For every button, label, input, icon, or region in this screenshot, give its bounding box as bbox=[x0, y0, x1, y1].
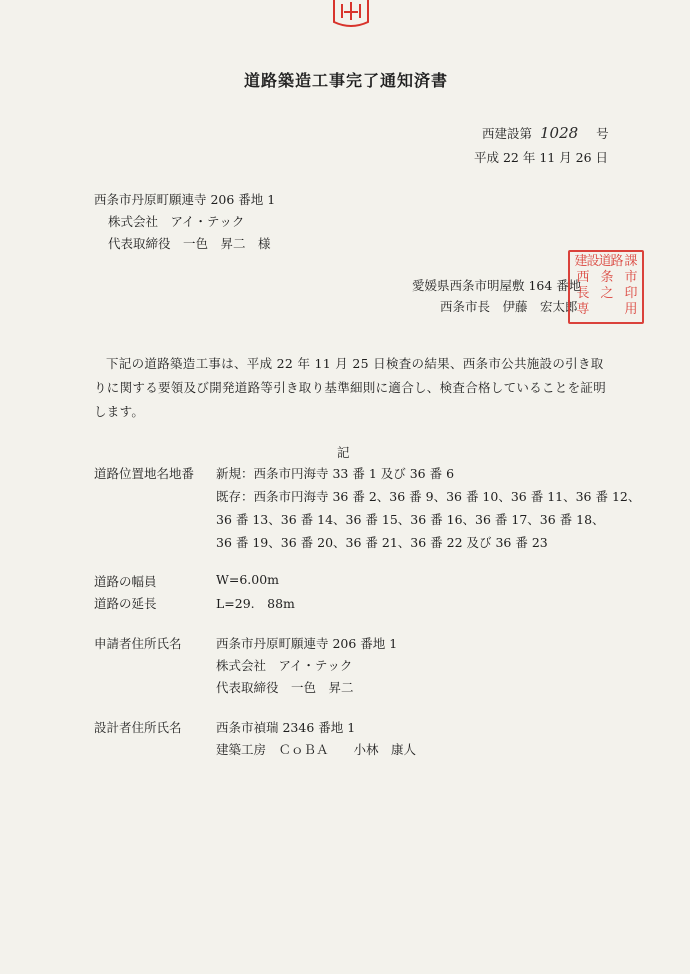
document-number bbox=[482, 124, 609, 142]
sender-address: 愛媛県西条市明屋敷 164 番地 bbox=[412, 278, 582, 293]
seal-char: 路 bbox=[610, 254, 624, 269]
body-paragraph bbox=[94, 352, 609, 424]
doc-number-suffix: 号 bbox=[596, 126, 609, 141]
recipient-address: 西条市丹原町願連寺 206 番地 1 bbox=[94, 192, 276, 207]
location-line: 新規：西条市円海寺 33 番 1 及び 36 番 6 bbox=[216, 466, 455, 481]
seal-char: 西 bbox=[576, 270, 590, 285]
designer-line: 西条市禎瑞 2346 番地 1 bbox=[216, 720, 356, 735]
recipient-person: 代表取締役 一色 昇二 様 bbox=[108, 236, 271, 251]
location-line: 既存：西条市円海寺 36 番 2、36 番 9、36 番 10、36 番 11、36 番 12、 bbox=[216, 489, 641, 504]
doc-number-prefix: 西建設第 bbox=[482, 126, 533, 141]
road-width-value: W=6.00m bbox=[216, 572, 280, 587]
location-line: 36 番 19、36 番 20、36 番 21、36 番 22 及び 36 番 23 bbox=[216, 535, 548, 550]
doc-number-handwritten: 1028 bbox=[540, 124, 579, 142]
body-text: 下記の道路築造工事は、平成 22 年 11 月 25 日検査の結果、西条市公共施設の引き取りに関する要領及び開発道路等引き取り基準細則に適合し、検査合格していることを証明します。 bbox=[94, 356, 607, 419]
document-title: 道路築造工事完了通知済書 bbox=[244, 71, 449, 90]
city-official-seal bbox=[568, 250, 644, 324]
seal-char: 用 bbox=[624, 302, 638, 317]
applicant-line: 代表取締役 一色 昇二 bbox=[216, 680, 354, 695]
seal-char: 設 bbox=[586, 254, 600, 269]
designer-label: 設計者住所氏名 bbox=[94, 720, 182, 735]
seal-char: 建 bbox=[574, 254, 588, 269]
top-seal-mark bbox=[330, 0, 372, 30]
seal-char: 印 bbox=[624, 286, 638, 301]
road-width-label: 道路の幅員 bbox=[94, 574, 157, 589]
designer-line: 建築工房 ＣｏＢＡ 小林 康人 bbox=[216, 742, 417, 757]
document-date: 平成 22 年 11 月 26 日 bbox=[474, 150, 609, 165]
location-label: 道路位置地名地番 bbox=[94, 466, 195, 481]
recipient-company: 株式会社 アイ・テック bbox=[108, 214, 245, 229]
seal-char: 長 bbox=[576, 286, 590, 301]
seal-char: 道 bbox=[598, 254, 612, 269]
applicant-label: 申請者住所氏名 bbox=[94, 636, 182, 651]
applicant-line: 西条市丹原町願連寺 206 番地 1 bbox=[216, 636, 398, 651]
location-line: 36 番 13、36 番 14、36 番 15、36 番 16、36 番 17、36 番 18、 bbox=[216, 512, 605, 527]
seal-char: 課 bbox=[624, 254, 638, 269]
road-length-label: 道路の延長 bbox=[94, 596, 157, 611]
seal-char: 専 bbox=[576, 302, 590, 317]
sender-name: 西条市長 伊藤 宏太郎 bbox=[440, 299, 578, 314]
seal-char: 之 bbox=[600, 286, 614, 301]
ki-heading: 記 bbox=[337, 445, 350, 460]
seal-char: 市 bbox=[624, 270, 638, 285]
road-length-value: L=29. 88m bbox=[216, 596, 295, 611]
applicant-line: 株式会社 アイ・テック bbox=[216, 658, 353, 673]
seal-char: 条 bbox=[600, 270, 614, 285]
